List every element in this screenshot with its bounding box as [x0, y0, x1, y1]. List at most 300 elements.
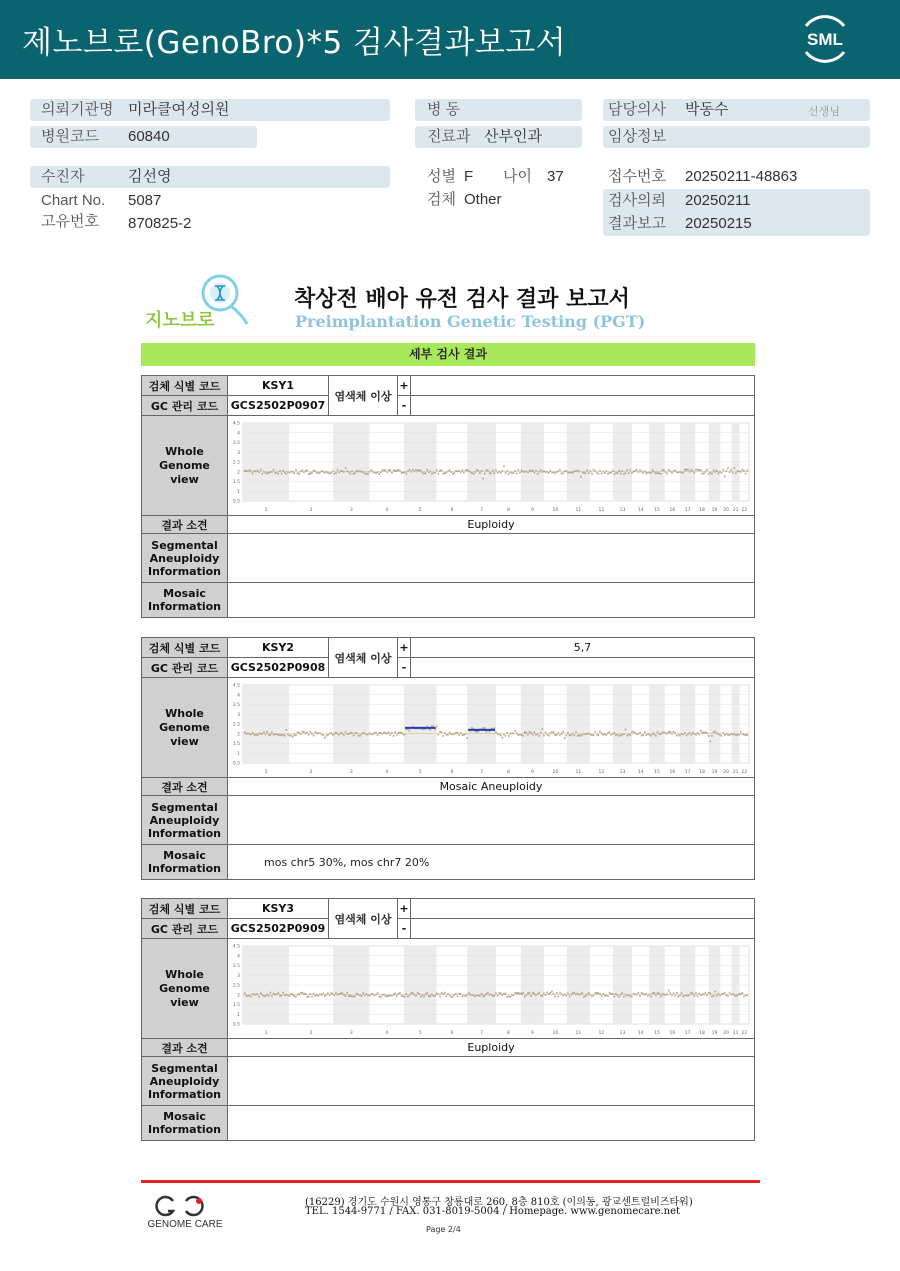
cnv-point: [652, 470, 654, 472]
cnv-point: [630, 995, 632, 997]
cnv-point: [564, 737, 566, 739]
cnv-point: [482, 478, 484, 480]
cnv-point: [466, 737, 468, 739]
cnv-point: [465, 469, 467, 471]
cnv-point: [348, 733, 350, 735]
cnv-point: [658, 472, 660, 474]
cnv-point: [306, 996, 308, 998]
cnv-point: [700, 994, 702, 996]
cnv-point: [462, 469, 464, 471]
cnv-point: [479, 472, 481, 474]
cnv-point: [713, 731, 715, 733]
cnv-point: [428, 995, 430, 997]
cnv-point: [668, 469, 670, 471]
gc-code-label: GC 관리 코드: [142, 396, 228, 416]
y-tick-label: 4.5: [232, 944, 240, 950]
y-tick-label: 1: [237, 489, 240, 495]
cnv-point: [598, 473, 600, 475]
cnv-point: [444, 992, 446, 994]
cnv-point: [668, 731, 670, 733]
cnv-point: [729, 992, 731, 994]
sml-logo: [796, 12, 854, 64]
cnv-point: [698, 993, 700, 995]
doctor-label: 담당의사: [608, 101, 666, 118]
cnv-point: [265, 995, 267, 997]
cnv-point: [314, 995, 316, 997]
cnv-point: [559, 734, 561, 736]
cnv-point: [663, 469, 665, 471]
department-label: 진료과: [427, 128, 471, 145]
cnv-point: [391, 472, 393, 474]
x-tick-label: 12: [598, 770, 605, 775]
cnv-point: [335, 992, 337, 994]
cnv-point: [441, 469, 443, 471]
gc-code-label: GC 관리 코드: [142, 919, 228, 939]
cnv-point: [639, 469, 641, 471]
cnv-point: [409, 730, 411, 732]
cnv-point: [450, 996, 452, 998]
cnv-point: [577, 735, 579, 737]
cnv-point: [724, 734, 726, 736]
cnv-point: [543, 992, 545, 994]
cnv-point: [431, 725, 433, 727]
cnv-point: [639, 732, 641, 734]
cnv-point: [420, 470, 422, 472]
cnv-point: [743, 470, 745, 472]
cnv-point: [513, 472, 515, 474]
cnv-point: [735, 472, 737, 474]
cnv-point: [670, 471, 672, 473]
segmental-value: [228, 534, 754, 583]
cnv-point: [430, 995, 432, 997]
cnv-point: [695, 992, 697, 994]
cnv-point: [506, 996, 508, 998]
cnv-point: [567, 472, 569, 474]
cnv-point: [412, 992, 414, 994]
cnv-point: [458, 993, 460, 995]
cnv-point: [266, 472, 268, 474]
cnv-point: [303, 731, 305, 733]
cnv-point: [431, 473, 433, 475]
cnv-point: [393, 469, 395, 471]
cnv-point: [313, 470, 315, 472]
cnv-point: [298, 473, 300, 475]
y-tick-label: 2.5: [232, 460, 240, 466]
cnv-point: [324, 737, 326, 739]
cnv-point: [601, 733, 603, 735]
cnv-point: [538, 992, 540, 994]
cnv-point: [713, 469, 715, 471]
x-tick-label: 18: [699, 508, 705, 513]
cnv-point: [370, 469, 372, 471]
cnv-point: [548, 472, 550, 474]
cnv-point: [687, 469, 689, 471]
cnv-point: [527, 992, 529, 994]
report-title: 착상전 배아 유전 검사 결과 보고서: [294, 287, 630, 312]
cnv-point: [500, 735, 502, 737]
cnv-point: [425, 472, 427, 474]
cnv-point: [290, 735, 292, 737]
cnv-point: [466, 469, 468, 471]
x-tick-label: 19: [711, 770, 718, 775]
cnv-point: [353, 735, 355, 737]
cnv-point: [510, 996, 512, 998]
cnv-point: [385, 995, 387, 997]
footer-rule: [141, 1180, 760, 1183]
cnv-point: [630, 734, 632, 736]
cnv-point: [393, 735, 395, 737]
cnv-point: [562, 731, 564, 733]
cnv-point: [617, 472, 619, 474]
cnv-point: [714, 731, 716, 733]
cnv-point: [663, 731, 665, 733]
cnv-point: [650, 472, 652, 474]
cnv-point: [426, 469, 428, 471]
cnv-point: [471, 727, 473, 729]
cnv-point: [494, 472, 496, 474]
y-tick-label: 2: [237, 470, 240, 476]
cnv-point: [262, 473, 264, 475]
x-tick-label: 21: [732, 508, 739, 513]
y-tick-label: 0.5: [232, 761, 240, 767]
cnv-point: [274, 472, 276, 474]
cnv-point: [282, 734, 284, 736]
cnv-point: [446, 995, 448, 997]
cnv-point: [278, 992, 280, 994]
cnv-point: [306, 469, 308, 471]
x-tick-label: 18: [699, 770, 705, 775]
x-tick-label: 1: [264, 1031, 268, 1036]
cnv-point: [718, 993, 720, 995]
request-date-label: 검사의뢰: [608, 192, 666, 209]
x-tick-label: 13: [619, 508, 626, 513]
cnv-point: [356, 470, 358, 472]
cnv-point: [494, 995, 496, 997]
x-tick-label: 22: [741, 770, 748, 775]
y-tick-label: 4.5: [232, 683, 240, 689]
y-tick-label: 3.5: [232, 964, 240, 969]
cnv-point: [335, 472, 337, 474]
cnv-point: [345, 467, 347, 469]
cnv-point: [559, 992, 561, 994]
cnv-point: [314, 731, 316, 733]
cnv-point: [342, 992, 344, 994]
cnv-point: [647, 472, 649, 474]
cnv-point: [473, 473, 475, 475]
cnv-point: [487, 470, 489, 472]
y-tick-label: 2: [237, 993, 240, 999]
x-tick-label: 18: [699, 1031, 705, 1036]
receipt-value: 20250211-48863: [685, 168, 798, 185]
x-tick-label: 7: [480, 1031, 484, 1036]
cnv-point: [561, 472, 563, 474]
cnv-point: [399, 732, 401, 734]
cnv-point: [271, 732, 273, 734]
cnv-point: [482, 727, 484, 729]
minus-sign: -: [398, 919, 411, 939]
genome-care-logo-text: GENOME CARE: [147, 1219, 223, 1230]
cnv-point: [462, 734, 464, 736]
cnv-point: [657, 731, 659, 733]
x-tick-label: 20: [723, 1031, 729, 1036]
patient-label: 수진자: [41, 168, 85, 185]
cnv-point: [297, 472, 299, 474]
cnv-point: [618, 470, 620, 472]
cnv-point: [247, 995, 249, 997]
cnv-point: [650, 735, 652, 737]
cnv-point: [322, 734, 324, 736]
cnv-point: [270, 992, 272, 994]
cnv-point: [620, 734, 622, 736]
cnv-point: [622, 992, 624, 994]
x-tick-label: 8: [507, 1031, 510, 1036]
cnv-point: [510, 471, 512, 473]
cnv-point: [681, 472, 683, 474]
gain-chromosomes-value: 5,7: [411, 638, 754, 658]
cnv-point: [313, 735, 315, 737]
hospital-code-value: 60840: [128, 128, 170, 145]
chrom-abnormal-label: 염색체 이상: [328, 899, 398, 939]
cnv-point: [660, 473, 662, 475]
cnv-point: [409, 469, 411, 471]
cnv-point: [710, 741, 712, 743]
cnv-point: [385, 469, 387, 471]
cnv-point: [703, 732, 705, 734]
cnv-point: [729, 734, 731, 736]
x-tick-label: 17: [684, 1031, 691, 1036]
cnv-point: [273, 469, 275, 471]
cnv-point: [351, 995, 353, 997]
cnv-point: [609, 992, 611, 994]
cnv-point: [438, 473, 440, 475]
cnv-point: [257, 734, 259, 736]
cnv-point: [594, 992, 596, 994]
cnv-point: [745, 734, 747, 736]
cnv-point: [708, 473, 710, 475]
gain-chromosomes-value: [411, 899, 754, 919]
cnv-point: [716, 470, 718, 472]
x-tick-label: 8: [507, 770, 510, 775]
cnv-point: [390, 734, 392, 736]
cnv-point: [514, 992, 516, 994]
cnv-point: [327, 992, 329, 994]
cnv-point: [522, 992, 524, 994]
cnv-point: [345, 995, 347, 997]
cnv-point: [550, 470, 552, 472]
cnv-point: [711, 473, 713, 475]
cnv-point: [638, 992, 640, 994]
x-tick-label: 16: [669, 508, 676, 513]
cnv-point: [279, 995, 281, 997]
mosaic-value: [228, 1106, 754, 1140]
mosaic-label: Mosaic Information: [142, 583, 228, 617]
cnv-point: [292, 736, 294, 738]
cnv-point: [722, 469, 724, 471]
x-tick-label: 9: [530, 508, 534, 513]
cnv-point: [615, 472, 617, 474]
x-tick-label: 7: [480, 770, 484, 775]
plus-sign: +: [398, 899, 411, 919]
cnv-point: [390, 469, 392, 471]
cnv-point: [623, 996, 625, 998]
cnv-point: [609, 472, 611, 474]
cnv-point: [644, 731, 646, 733]
cnv-point: [302, 469, 304, 471]
cnv-point: [286, 729, 288, 731]
cnv-point: [289, 995, 291, 997]
cnv-point: [591, 473, 593, 475]
y-tick-label: 4.5: [232, 421, 240, 427]
cnv-point: [447, 734, 449, 736]
segmental-label: Segmental Aneuploidy Information: [142, 1057, 228, 1106]
cnv-point: [345, 731, 347, 733]
cnv-point: [417, 470, 419, 472]
cnv-point: [657, 472, 659, 474]
x-tick-label: 4: [385, 508, 389, 513]
cnv-point: [532, 992, 534, 994]
cnv-point: [668, 990, 670, 992]
cnv-point: [282, 992, 284, 994]
cnv-point: [713, 995, 715, 997]
specimen-value: Other: [464, 191, 502, 208]
finding-label: 결과 소견: [142, 516, 228, 534]
cnv-point: [362, 732, 364, 734]
cnv-point: [441, 731, 443, 733]
cnv-point: [294, 734, 296, 736]
cnv-point: [318, 995, 320, 997]
loss-chromosomes-value: [411, 919, 754, 939]
cnv-point: [359, 735, 361, 737]
x-tick-label: 10: [552, 770, 559, 775]
y-tick-label: 4: [237, 954, 240, 960]
cnv-point: [516, 992, 518, 994]
cnv-point: [361, 995, 363, 997]
cnv-point: [650, 996, 652, 998]
x-tick-label: 2: [309, 508, 313, 513]
cnv-point: [306, 732, 308, 734]
cnv-point: [479, 995, 481, 997]
cnv-point: [569, 996, 571, 998]
cnv-point: [255, 994, 257, 996]
cnv-point: [375, 732, 377, 734]
cnv-point: [708, 735, 710, 737]
mosaic-label: Mosaic Information: [142, 1106, 228, 1140]
cnv-point: [433, 995, 435, 997]
cnv-point: [382, 469, 384, 471]
cnv-point: [401, 995, 403, 997]
cnv-point: [641, 992, 643, 994]
cnv-point: [358, 735, 360, 737]
x-tick-label: 11: [575, 508, 582, 513]
age-label: 나이: [503, 168, 532, 185]
cnv-point: [377, 734, 379, 736]
cnv-point: [655, 735, 657, 737]
x-tick-label: 11: [575, 1031, 582, 1036]
cnv-point: [462, 996, 464, 998]
y-tick-label: 1.5: [232, 1003, 240, 1008]
cnv-point: [354, 472, 356, 474]
cnv-point: [343, 734, 345, 736]
y-tick-label: 2: [237, 732, 240, 738]
cnv-point: [542, 995, 544, 997]
cnv-point: [375, 472, 377, 474]
cnv-point: [258, 471, 260, 473]
x-tick-label: 20: [723, 508, 729, 513]
cnv-point: [399, 470, 401, 472]
mosaic-label: Mosaic Information: [142, 845, 228, 879]
cnv-point: [463, 734, 465, 736]
cnv-point: [585, 472, 587, 474]
cnv-point: [466, 994, 468, 996]
cnv-point: [599, 470, 601, 472]
cnv-point: [721, 735, 723, 737]
cnv-point: [686, 735, 688, 737]
gc-code-label: GC 관리 코드: [142, 658, 228, 678]
cnv-point: [742, 469, 744, 471]
cnv-point: [735, 734, 737, 736]
cnv-point: [254, 734, 256, 736]
cnv-point: [294, 995, 296, 997]
cnv-point: [263, 995, 265, 997]
cnv-point: [273, 993, 275, 995]
cnv-point: [449, 469, 451, 471]
cnv-point: [607, 473, 609, 475]
cnv-point: [508, 995, 510, 997]
cnv-point: [548, 735, 550, 737]
cnv-point: [396, 995, 398, 997]
cnv-point: [727, 467, 729, 469]
x-tick-label: 12: [598, 1031, 605, 1036]
segmental-label: Segmental Aneuploidy Information: [142, 534, 228, 583]
cnv-point: [596, 992, 598, 994]
department-value: 산부인과: [484, 128, 542, 145]
cnv-point: [423, 996, 425, 998]
cnv-point: [502, 737, 504, 739]
cnv-point: [505, 472, 507, 474]
cnv-point: [356, 993, 358, 995]
cnv-point: [727, 734, 729, 736]
cnv-point: [700, 469, 702, 471]
segmental-value: [228, 1057, 754, 1106]
request-date-value: 20250211: [685, 192, 751, 209]
cnv-point: [340, 992, 342, 994]
cnv-point: [631, 996, 633, 998]
cnv-point: [711, 996, 713, 998]
cnv-point: [724, 992, 726, 994]
cnv-point: [324, 995, 326, 997]
cnv-point: [609, 731, 611, 733]
sample-block-2: [141, 637, 755, 880]
cnv-point: [582, 992, 584, 994]
cnv-point: [746, 734, 748, 736]
x-tick-label: 15: [654, 508, 660, 513]
cnv-point: [332, 734, 334, 736]
cnv-point: [649, 734, 651, 736]
cnv-point: [263, 731, 265, 733]
cnv-point: [580, 735, 582, 737]
cnv-point: [593, 734, 595, 736]
y-tick-label: 3.5: [232, 703, 240, 708]
mosaic-value: [228, 583, 754, 617]
cnv-point: [452, 473, 454, 475]
cnv-point: [518, 734, 520, 736]
cnv-point: [727, 995, 729, 997]
cnv-point: [303, 993, 305, 995]
cnv-point: [286, 994, 288, 996]
cnv-point: [452, 996, 454, 998]
cnv-point: [426, 992, 428, 994]
cnv-point: [436, 726, 438, 728]
